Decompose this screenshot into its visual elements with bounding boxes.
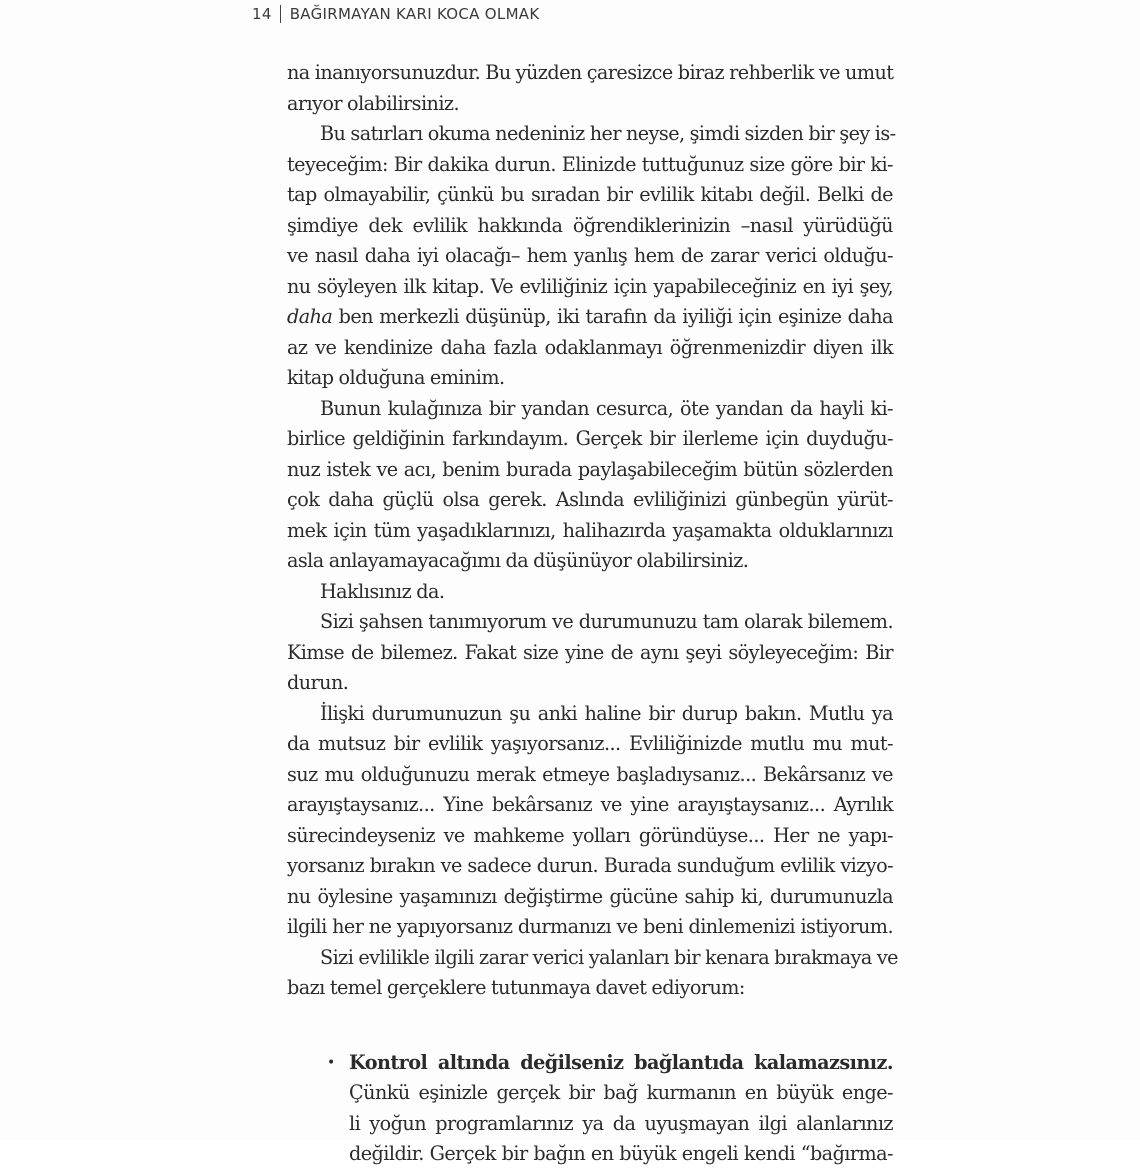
text-line: ilgili her ne yapıyorsanız durmanızı ve beni dinlemenizi istiyorum. (287, 915, 893, 938)
text-line: na inanıyorsunuzdur. Bu yüzden çaresizce biraz rehberlik ve umut (287, 61, 894, 84)
text-line: tap olmayabilir, çünkü bu sıradan bir evlilik kitabı değil. Belki de (287, 183, 893, 206)
bullet-heading: Kontrol altında değilseniz bağlantıda kalamazsınız. (349, 1050, 893, 1074)
text-line: Sizi şahsen tanımıyorum ve durumunuzu tam olarak bilemem. (320, 610, 893, 633)
text-line: yorsanız bırakın ve sadece durun. Burada sunduğum evlilik vizyo- (287, 854, 893, 877)
paragraph-6 (287, 699, 893, 943)
section-gap (287, 1004, 893, 1048)
paragraph-1 (287, 58, 893, 119)
text-line: li yoğun programlarınız ya da uyuşmayan ilgi alanlarınız (349, 1111, 893, 1135)
text-line: birlice geldiğinin farkındayım. Gerçek bir ilerleme için duyduğu- (287, 427, 893, 450)
text-line: arıyor olabilirsiniz. (287, 91, 460, 115)
text-line: Bu satırları okuma nedeniniz her neyse, şimdi sizden bir şey is- (320, 122, 896, 145)
text-line: İlişki durumunuzun şu anki haline bir durup bakın. Mutlu ya (320, 701, 893, 725)
text-line: da mutsuz bir evlilik yaşıyorsanız... Evliliğinizde mutlu mu mut- (287, 732, 893, 755)
text-line: durun. (287, 671, 349, 694)
text-line: Sizi evlilikle ilgili zarar verici yalanları bir kenara bırakmaya ve (320, 945, 898, 969)
text-line: bazı temel gerçeklere tutunmaya davet ediyorum: (287, 976, 745, 999)
text-line: nu söyleyen ilk kitap. Ve evliliğiniz için yapabileceğiniz en iyi şey, (287, 274, 893, 298)
text-line (287, 302, 893, 333)
body-text (287, 58, 898, 1170)
header-divider (280, 5, 281, 23)
book-title: BAĞIRMAYAN KARI KOCA OLMAK (289, 5, 540, 23)
text-line: suz mu olduğunuzu merak etmeye başladıysanız... Bekârsanız ve (287, 762, 893, 786)
text-line: az ve kendinize daha fazla odaklanmayı öğrenmenizdir diyen ilk (287, 335, 893, 359)
paragraph-7 (287, 943, 898, 1004)
paragraph-2 (287, 119, 896, 394)
text-line: şimdiye dek evlilik hakkında öğrendiklerinizin –nasıl yürüdüğü (287, 213, 893, 237)
text-line: mek için tüm yaşadıklarınızı, halihazırda yaşamakta olduklarınızı (287, 518, 893, 542)
text-line: Kimse de bilemez. Fakat size yine de aynı şeyi söyleyeceğim: Bir (287, 640, 893, 664)
bullet-heading-line (287, 1048, 893, 1079)
text-line: arayıştaysanız... Yine bekârsanız ve yine arayıştaysanız... Ayrılık (287, 793, 893, 816)
text-line: ve nasıl daha iyi olacağı– hem yanlış hem de zarar verici olduğu- (287, 244, 893, 267)
text-line: Bunun kulağınıza bir yandan cesurca, öte yandan da hayli ki- (320, 396, 893, 420)
text-line: değildir. Gerçek bir bağın en büyük engeli kendi “bağırma- (349, 1142, 893, 1165)
running-header (252, 2, 540, 26)
text-line: Çünkü eşinizle gerçek bir bağ kurmanın en büyük enge- (349, 1081, 893, 1104)
page-number: 14 (252, 5, 272, 23)
paragraph-5 (287, 607, 893, 699)
emphasis-word: daha (287, 305, 333, 328)
bullet-item (287, 1048, 893, 1170)
text-line: çok daha güçlü olsa gerek. Aslında evliliğinizi günbegün yürüt- (287, 488, 893, 511)
text-line: asla anlayamayacağımı da düşünüyor olabilirsiniz. (287, 549, 749, 572)
text-line: nuz istek ve acı, benim burada paylaşabileceğim bütün sözlerden (287, 457, 893, 481)
text-line: sürecindeyseniz ve mahkeme yolları göründüyse... Her ne yapı- (287, 823, 893, 847)
paragraph-3 (287, 394, 893, 577)
bullet-icon: • (327, 1054, 335, 1071)
text-run: ben merkezli düşünüp, iki tarafın da iyiliği için eşinize daha (332, 305, 893, 328)
text-line: teyeceğim: Bir dakika durun. Elinizde tuttuğunuz size göre bir ki- (287, 152, 893, 176)
text-line: nu öylesine yaşamınızı değiştirme gücüne sahip ki, durumunuzla (287, 884, 893, 908)
text-line: Haklısınız da. (320, 579, 445, 603)
paragraph-4 (287, 577, 893, 608)
text-line: kitap olduğuna eminim. (287, 366, 505, 389)
